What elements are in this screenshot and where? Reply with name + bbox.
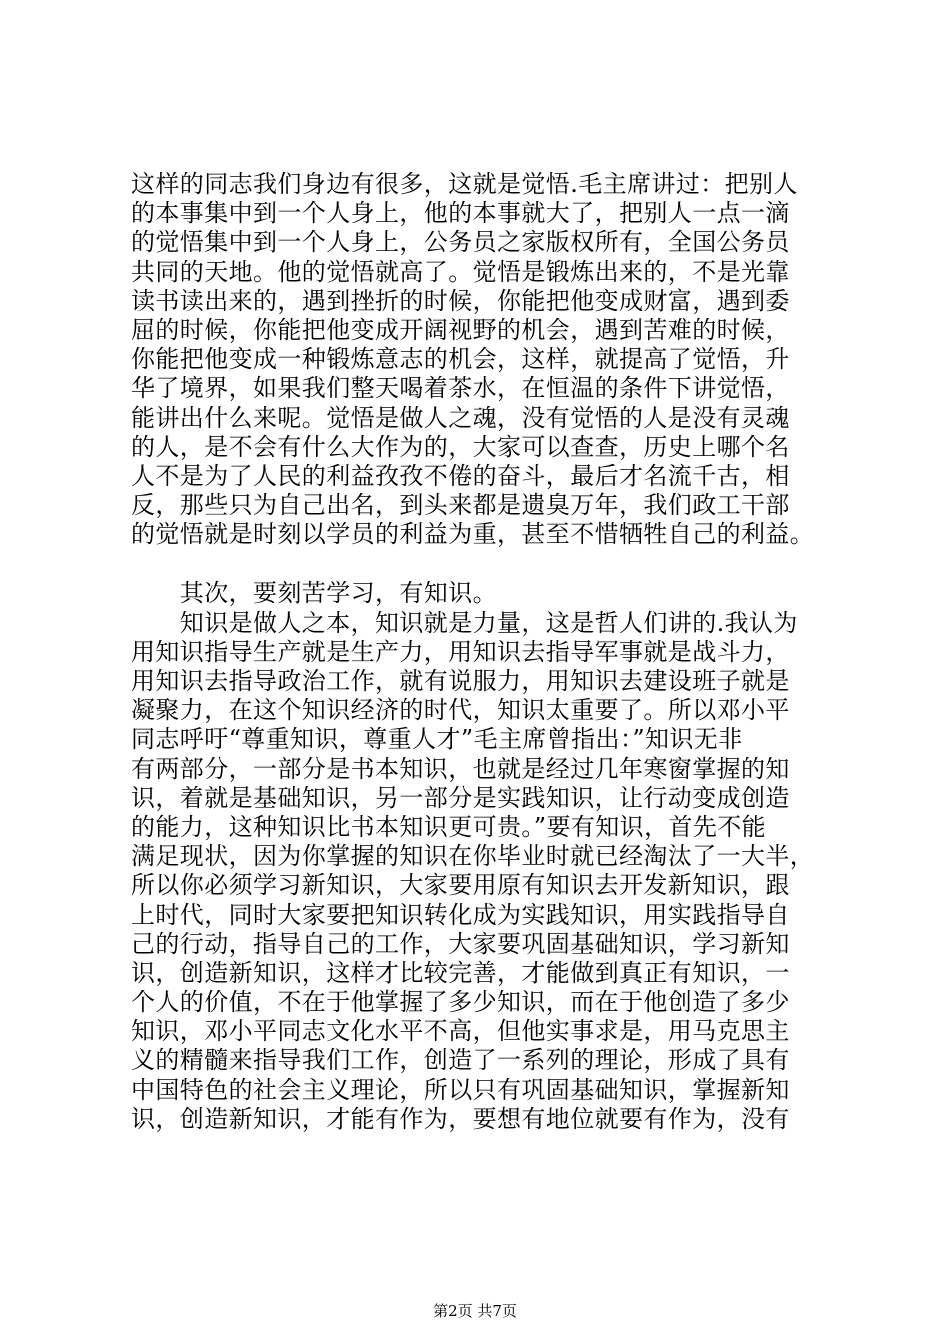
text-line: 所以你必须学习新知识，大家要用原有知识去开发新知识，跟 <box>131 871 790 900</box>
text-line: 的觉悟就是时刻以学员的利益为重，甚至不惜牺牲自己的利益。 <box>131 520 815 549</box>
text-line: 的能力，这种知识比书本知识更可贵。”要有知识，首先不能 <box>131 812 767 841</box>
text-line: 义的精髓来指导我们工作，创造了一系列的理论，形成了具有 <box>131 1046 790 1075</box>
body-text <box>131 170 851 1134</box>
text-line: 的觉悟集中到一个人身上，公务员之家版权所有，全国公务员 <box>131 228 790 257</box>
text-line: 上时代，同时大家要把知识转化成为实践知识，用实践指导自 <box>131 900 790 929</box>
text-line: 知识，邓小平同志文化水平不高，但他实事求是，用马克思主 <box>131 1017 790 1046</box>
text-line: 共同的天地。他的觉悟就高了。觉悟是锻炼出来的，不是光靠 <box>131 257 790 286</box>
text-line: 个人的价值，不在于他掌握了多少知识，而在于他创造了多少 <box>131 988 790 1017</box>
text-line: 识，创造新知识，这样才比较完善，才能做到真正有知识，一 <box>131 958 790 987</box>
text-line: 用知识去指导政治工作，就有说服力，用知识去建设班子就是 <box>131 667 790 695</box>
text-line: 能讲出什么来呢。觉悟是做人之魂，没有觉悟的人是没有灵魂 <box>131 403 790 432</box>
text-line: 屈的时候，你能把他变成开阔视野的机会，遇到苦难的时候， <box>131 315 790 344</box>
text-line: 己的行动，指导自己的工作，大家要巩固基础知识，学习新知 <box>131 929 790 958</box>
text-line: 有两部分，一部分是书本知识，也就是经过几年寒窗掌握的知 <box>131 754 790 783</box>
text-line: 识，着就是基础知识，另一部分是实践知识，让行动变成创造 <box>131 783 790 812</box>
text-line: 读书读出来的，遇到挫折的时候，你能把他变成财富，遇到委 <box>131 286 790 315</box>
paragraph-1 <box>131 170 851 549</box>
text-line: 的人，是不会有什么大作为的，大家可以查查，历史上哪个名 <box>131 432 790 461</box>
text-line: 中国特色的社会主义理论，所以只有巩固基础知识，掌握新知 <box>131 1075 790 1104</box>
text-line: 人不是为了人民的利益孜孜不倦的奋斗，最后才名流千古，相 <box>131 461 790 490</box>
page-footer: 第2页 共7页 <box>433 1302 517 1320</box>
text-line: 识，创造新知识，才能有作为，要想有地位就要有作为，没有 <box>131 1104 790 1133</box>
text-line: 反，那些只为自己出名，到头来都是遗臭万年，我们政工干部 <box>131 491 790 520</box>
text-line: 这样的同志我们身边有很多，这就是觉悟.毛主席讲过：把别人 <box>131 170 798 198</box>
paragraph-gap <box>131 549 851 579</box>
text-line: 华了境界，如果我们整天喝着茶水，在恒温的条件下讲觉悟， <box>131 374 790 403</box>
paragraph-2 <box>131 609 851 1134</box>
text-line: 用知识指导生产就是生产力，用知识去指导军事就是战斗力， <box>131 637 790 666</box>
text-line: 同志呼吁“尊重知识，尊重人才”毛主席曾指出：”知识无非 <box>131 725 743 754</box>
text-line: 的本事集中到一个人身上，他的本事就大了，把别人一点一滴 <box>131 199 790 228</box>
section-heading: 其次，要刻苦学习，有知识。 <box>131 579 497 608</box>
text-line: 你能把他变成一种锻炼意志的机会，这样，就提高了觉悟，升 <box>131 345 790 374</box>
text-line: 满足现状，因为你掌握的知识在你毕业时就已经淘汰了一大半， <box>131 842 815 871</box>
text-line: 凝聚力，在这个知识经济的时代，知识太重要了。所以邓小平 <box>131 696 790 725</box>
text-line: 知识是做人之本，知识就是力量，这是哲人们讲的.我认为 <box>131 608 798 637</box>
